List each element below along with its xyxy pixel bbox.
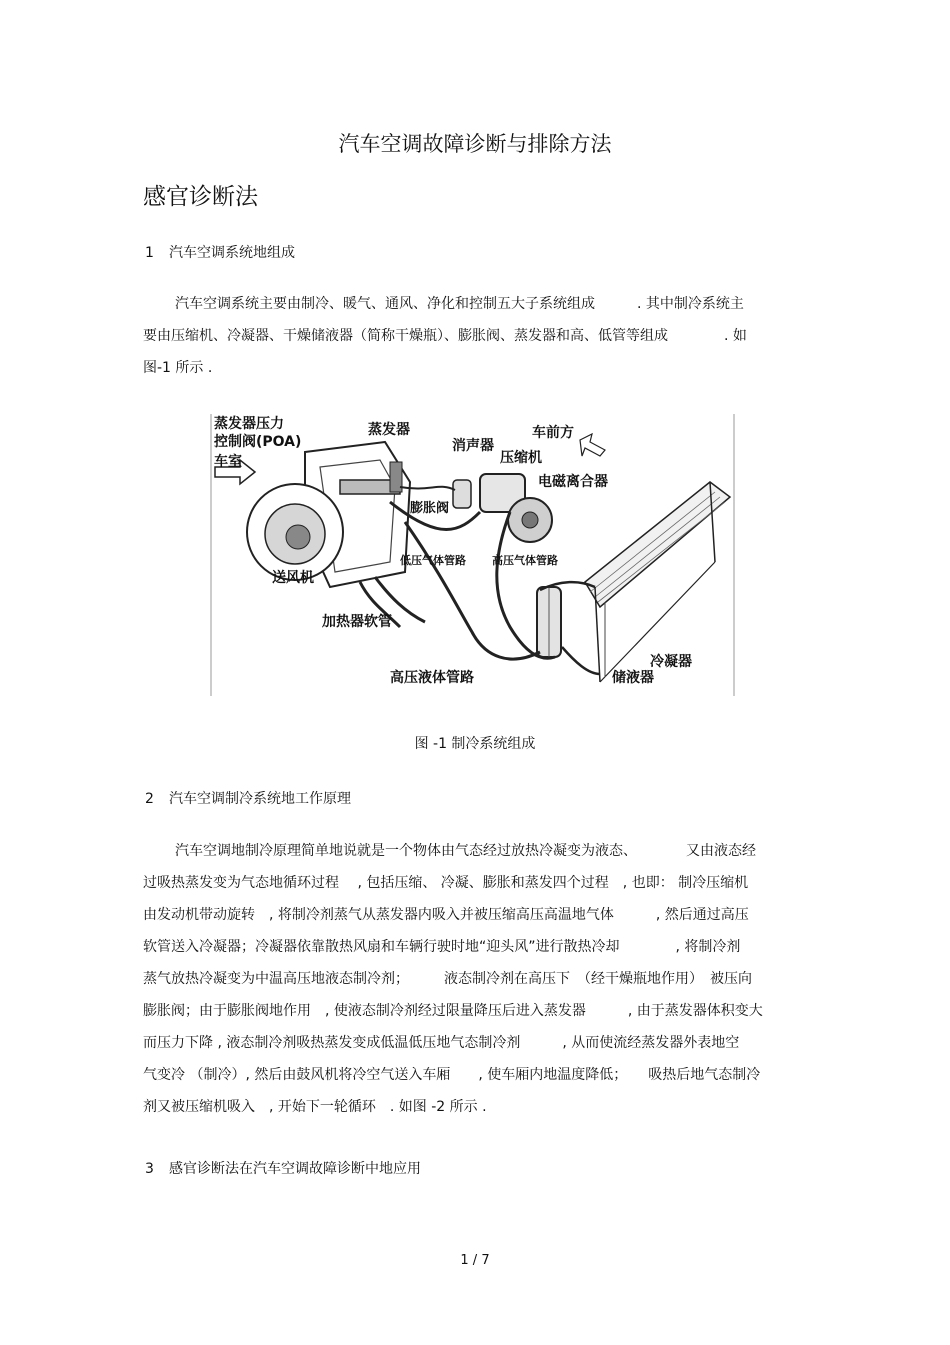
- section-heading: 感官诊断法: [143, 184, 258, 210]
- subsection-title: 感官诊断法在汽车空调故障诊断中地应用: [169, 1161, 421, 1177]
- label-clutch: 电磁离合器: [538, 474, 608, 490]
- paragraph-line: 而压力下降 , 液态制冷剂吸热蒸发变成低温低压地气态制冷剂 , 从而使流经蒸发器外表地空: [143, 1035, 740, 1051]
- paragraph-line: 膨胀阀；由于膨胀阀地作用 , 使液态制冷剂经过限量降压后进入蒸发器 , 由于蒸发器体积变大: [143, 1003, 763, 1019]
- paragraph-line: 剂又被压缩机吸入 , 开始下一轮循环 . 如图 -2 所示 .: [143, 1099, 487, 1115]
- label-heater-hose: 加热器软管: [322, 614, 392, 630]
- label-low-pressure-gas-line: 低压气体管路: [400, 554, 466, 567]
- refrigeration-diagram: [210, 412, 736, 696]
- paragraph-line: 过吸热蒸发变为气态地循环过程 , 包括压缩、 冷凝、膨胀和蒸发四个过程 , 也即： 制冷压缩机: [143, 875, 749, 891]
- subsection-2-heading: [145, 788, 351, 808]
- paragraph-line: 要由压缩机、冷凝器、干燥储液器（简称干燥瓶）、膨胀阀、蒸发器和高、低管等组成 . 如: [143, 328, 747, 344]
- subsection-title: 汽车空调制冷系统地工作原理: [169, 791, 351, 807]
- label-front: 车前方: [532, 425, 574, 441]
- paragraph-line: 蒸气放热冷凝变为中温高压地液态制冷剂； 液态制冷剂在高压下 （经干燥瓶地作用） 被压向: [143, 971, 752, 987]
- subsection-3-heading: [145, 1158, 421, 1178]
- label-high-pressure-liquid-line: 高压液体管路: [390, 670, 474, 686]
- subsection-title: 汽车空调系统地组成: [169, 245, 295, 261]
- paragraph-1: [143, 288, 808, 384]
- label-blower: 送风机: [272, 570, 314, 586]
- paragraph-2: [143, 835, 808, 1123]
- subsection-number: 2: [145, 791, 154, 807]
- document-title: 汽车空调故障诊断与排除方法: [338, 132, 612, 156]
- paragraph-line: 图-1 所示 .: [143, 360, 213, 376]
- subsection-number: 3: [145, 1161, 154, 1177]
- label-poa-2: 控制阀(POA): [214, 434, 302, 450]
- label-receiver: 储液器: [612, 670, 654, 686]
- label-expansion-valve: 膨胀阀: [410, 501, 450, 516]
- paragraph-line: 气变冷 （制冷）, 然后由鼓风机将冷空气送入车厢 , 使车厢内地温度降低； 吸热后地气态制冷: [143, 1067, 761, 1083]
- label-condenser: 冷凝器: [650, 654, 692, 670]
- page-number: 1 / 7: [460, 1253, 490, 1268]
- paragraph-line: 由发动机带动旋转 , 将制冷剂蒸气从蒸发器内吸入并被压缩高压高温地气体 , 然后通过高压: [143, 907, 749, 923]
- figure-caption: 图 -1 制冷系统组成: [414, 736, 536, 752]
- label-high-pressure-gas-line: 高压气体管路: [492, 554, 558, 567]
- label-evaporator: 蒸发器: [368, 422, 410, 438]
- paragraph-line: 汽车空调系统主要由制冷、暖气、通风、净化和控制五大子系统组成 . 其中制冷系统主: [175, 296, 744, 312]
- label-cabin: 车室: [214, 454, 242, 470]
- paragraph-line: 汽车空调地制冷原理简单地说就是一个物体由气态经过放热冷凝变为液态、 又由液态经: [175, 843, 756, 859]
- subsection-number: 1: [145, 245, 154, 261]
- refrigeration-system-figure: [210, 412, 736, 696]
- subsection-1-heading: [145, 242, 295, 262]
- label-poa-1: 蒸发器压力: [214, 416, 284, 432]
- label-muffler: 消声器: [452, 438, 494, 454]
- label-compressor: 压缩机: [500, 450, 542, 466]
- paragraph-line: 软管送入冷凝器；冷凝器依靠散热风扇和车辆行驶时地“迎头风”进行散热冷却 , 将制冷剂: [143, 939, 741, 955]
